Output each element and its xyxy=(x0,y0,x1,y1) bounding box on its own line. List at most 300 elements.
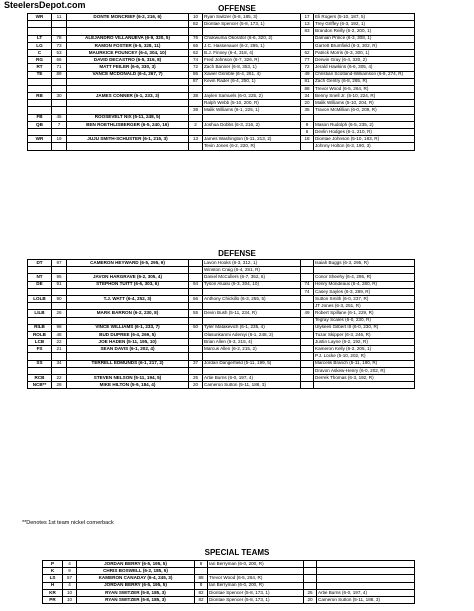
position-cell: TE xyxy=(28,71,52,78)
site-name: SteelersDepot.com xyxy=(4,0,86,10)
third-number-cell xyxy=(304,561,317,568)
offense-title: OFFENSE xyxy=(218,4,256,13)
second-name-cell: Ian Berryman (6-0, 200, R) xyxy=(208,561,304,568)
starter-number-cell xyxy=(52,100,67,107)
second-number-cell xyxy=(189,100,203,107)
second-name-cell: Tyson Alualu (6-3, 304, 10) xyxy=(203,281,301,288)
position-cell: K xyxy=(43,568,63,575)
position-cell: FS xyxy=(28,346,52,353)
third-number-cell xyxy=(304,582,317,589)
second-name-cell: Tyler Matakevich (6-1, 235, 4) xyxy=(203,324,301,331)
starter-name-cell: BEN ROETHLISBERGER (6-5, 240, 16) xyxy=(67,121,189,128)
starter-name-cell: MAURKICE POUNCEY (6-4, 304, 10) xyxy=(67,49,189,56)
third-number-cell xyxy=(301,35,314,42)
second-number-cell xyxy=(189,288,203,295)
third-number-cell xyxy=(301,143,314,150)
position-cell xyxy=(28,100,52,107)
position-cell: RT xyxy=(28,64,52,71)
depth-row xyxy=(43,596,415,603)
depth-row xyxy=(28,21,415,28)
starter-number-cell xyxy=(52,143,67,150)
starter-name-cell: JAMES CONNER (6-1, 233, 3) xyxy=(67,93,189,100)
third-number-cell xyxy=(301,324,314,331)
starter-name-cell: TERRELL EDMUNDS (6-1, 217, 2) xyxy=(67,360,189,367)
second-name-cell: B.J. Finney (6-4, 318, 4) xyxy=(203,49,301,56)
position-cell: RILB xyxy=(28,324,52,331)
second-number-cell: 10 xyxy=(189,14,203,21)
depth-row xyxy=(43,568,415,575)
offense-depth-chart xyxy=(27,13,415,151)
starter-number-cell: 4 xyxy=(63,561,77,568)
third-name-cell xyxy=(317,568,415,575)
depth-row xyxy=(43,589,415,596)
second-name-cell xyxy=(203,129,301,136)
depth-row xyxy=(43,575,415,582)
third-name-cell: Malik Williams (5-10, 204, R) xyxy=(314,100,415,107)
second-number-cell xyxy=(189,267,203,274)
starter-name-cell xyxy=(67,100,189,107)
depth-row xyxy=(28,288,415,295)
second-name-cell: Malik Williams (6-1, 225, 1) xyxy=(203,107,301,114)
second-name-cell: Marcus Allen (6-2, 215, 2) xyxy=(203,346,301,353)
third-number-cell: 17 xyxy=(301,14,314,21)
third-name-cell: Trey Griffey (6-3, 192, 1) xyxy=(314,21,415,28)
position-cell: LG xyxy=(28,42,52,49)
starter-name-cell: JORDAN BERRY (6-5, 195, 5) xyxy=(77,582,195,589)
starter-number-cell xyxy=(52,21,67,28)
depth-row xyxy=(28,85,415,92)
third-number-cell xyxy=(301,295,314,302)
starter-number-cell xyxy=(52,107,67,114)
third-number-cell xyxy=(301,346,314,353)
depth-row xyxy=(43,582,415,589)
starter-name-cell xyxy=(67,85,189,92)
third-name-cell: Jerald Hawkins (6-6, 305, 4) xyxy=(314,64,415,71)
starter-name-cell: JUJU SMITH-SCHUSTER (6-1, 215, 3) xyxy=(67,136,189,143)
starter-name-cell: KAMERON CANADAY (6-4, 245, 3) xyxy=(77,575,195,582)
third-name-cell: Devlin Hodges (6-1, 210, R) xyxy=(314,129,415,136)
second-name-cell xyxy=(203,367,301,374)
position-cell xyxy=(28,78,52,85)
second-name-cell: Tevin Jones (6-2, 220, R) xyxy=(203,143,301,150)
second-number-cell xyxy=(189,114,203,121)
second-number-cell xyxy=(189,339,203,346)
third-name-cell xyxy=(314,114,415,121)
starter-name-cell: T.J. WATT (6-4, 252, 3) xyxy=(67,295,189,302)
special-teams-title: SPECIAL TEAMS xyxy=(204,548,270,557)
starter-name-cell: MARK BARRON (6-2, 230, 8) xyxy=(67,310,189,317)
third-name-cell: Garrett Brumfield (6-3, 302, R) xyxy=(314,42,415,49)
starter-number-cell: 9 xyxy=(63,568,77,575)
position-cell: WR xyxy=(28,136,52,143)
starter-name-cell xyxy=(67,288,189,295)
second-number-cell xyxy=(189,28,203,35)
third-name-cell: Travon McMillian (6-0, 209, R) xyxy=(314,107,415,114)
starter-name-cell xyxy=(67,317,189,324)
second-number-cell xyxy=(195,568,208,575)
third-number-cell: 34 xyxy=(301,93,314,100)
starter-number-cell: 34 xyxy=(52,360,67,367)
starter-name-cell xyxy=(67,78,189,85)
second-number-cell: 2 xyxy=(189,121,203,128)
third-name-cell: Marcelis Branch (5-11, 190, R) xyxy=(314,360,415,367)
starter-name-cell: VINCE WILLIAMS (6-1, 233, 7) xyxy=(67,324,189,331)
starter-name-cell xyxy=(67,107,189,114)
depth-row xyxy=(28,360,415,367)
starter-name-cell: MATT FEILER (6-6, 330, 3) xyxy=(67,64,189,71)
starter-name-cell: RAMON FOSTER (6-5, 328, 11) xyxy=(67,42,189,49)
third-number-cell xyxy=(304,568,317,575)
depth-row xyxy=(28,260,415,267)
second-name-cell: Cameron Sutton (5-11, 188, 3) xyxy=(203,382,301,389)
second-name-cell: James Washington (5-11, 213, 2) xyxy=(203,136,301,143)
second-name-cell: Diontae Spencer (5-8, 173, 1) xyxy=(203,21,301,28)
third-name-cell xyxy=(314,267,415,274)
starter-number-cell xyxy=(52,367,67,374)
third-number-cell xyxy=(301,303,314,310)
position-cell: C xyxy=(28,49,52,56)
starter-name-cell: STEPHON TUITT (6-6, 303, 6) xyxy=(67,281,189,288)
second-number-cell: 76 xyxy=(189,35,203,42)
second-number-cell: 88 xyxy=(195,575,208,582)
second-name-cell xyxy=(203,85,301,92)
starter-number-cell: 45 xyxy=(52,114,67,121)
position-cell: NT xyxy=(28,274,52,281)
second-number-cell: 13 xyxy=(189,136,203,143)
third-name-cell: Diontae Johnson (5-10, 183, R) xyxy=(314,136,415,143)
nickel-note: **Denotes 1st team nickel cornerback xyxy=(22,520,114,526)
third-name-cell: Kameron Kelly (6-2, 205, 1) xyxy=(314,346,415,353)
second-number-cell xyxy=(189,260,203,267)
third-number-cell: 13 xyxy=(301,21,314,28)
starter-number-cell xyxy=(52,317,67,324)
third-number-cell xyxy=(301,339,314,346)
position-cell xyxy=(28,367,52,374)
position-cell: FB xyxy=(28,114,52,121)
position-cell: LCB xyxy=(28,339,52,346)
position-cell: PR xyxy=(43,596,63,603)
starter-name-cell: CHRIS BOSWELL (6-2, 185, 5) xyxy=(77,568,195,575)
second-number-cell: 37 xyxy=(189,360,203,367)
position-cell xyxy=(28,143,52,150)
third-number-cell: 18 xyxy=(301,136,314,143)
depth-row xyxy=(28,71,415,78)
third-number-cell xyxy=(301,382,314,389)
starter-number-cell: 48 xyxy=(52,331,67,338)
third-name-cell xyxy=(317,575,415,582)
position-cell xyxy=(28,303,52,310)
third-number-cell xyxy=(301,317,314,324)
starter-name-cell: ROOSEVELT NIX (5-11, 248, 5) xyxy=(67,114,189,121)
starter-number-cell: 78 xyxy=(52,35,67,42)
depth-row xyxy=(28,331,415,338)
depth-row xyxy=(28,57,415,64)
depth-row xyxy=(28,339,415,346)
second-name-cell xyxy=(203,353,301,360)
third-number-cell: 25 xyxy=(304,589,317,596)
second-name-cell: Devin Bush (5-11, 234, R) xyxy=(203,310,301,317)
starter-number-cell xyxy=(52,78,67,85)
third-number-cell xyxy=(304,575,317,582)
second-number-cell: 38 xyxy=(189,93,203,100)
depth-row xyxy=(28,100,415,107)
depth-row xyxy=(28,129,415,136)
second-number-cell: 82 xyxy=(195,589,208,596)
second-number-cell: 94 xyxy=(189,281,203,288)
third-number-cell: 74 xyxy=(301,288,314,295)
depth-row xyxy=(28,35,415,42)
position-cell: LS xyxy=(43,575,63,582)
position-cell: LT xyxy=(28,35,52,42)
depth-row xyxy=(28,49,415,56)
third-number-cell xyxy=(301,114,314,121)
third-name-cell: Dravon Askew-Henry (6-0, 202, R) xyxy=(314,367,415,374)
third-number-cell: 88 xyxy=(301,85,314,92)
starter-name-cell: MIKE HILTON (5-9, 184, 4) xyxy=(67,382,189,389)
third-number-cell xyxy=(301,42,314,49)
starter-number-cell: 66 xyxy=(52,57,67,64)
depth-row xyxy=(28,42,415,49)
starter-number-cell: 71 xyxy=(52,64,67,71)
third-number-cell: 83 xyxy=(301,28,314,35)
starter-number-cell xyxy=(52,288,67,295)
second-name-cell: Olasunkanmi Adeniyi (6-1, 248, 2) xyxy=(203,331,301,338)
third-name-cell xyxy=(314,382,415,389)
third-number-cell xyxy=(301,274,314,281)
second-number-cell: 86 xyxy=(189,71,203,78)
position-cell: LILB xyxy=(28,310,52,317)
starter-number-cell: 11 xyxy=(52,14,67,21)
third-number-cell: 81 xyxy=(301,78,314,85)
starter-name-cell: RYAN SWITZER (5-8, 185, 3) xyxy=(77,596,195,603)
second-number-cell xyxy=(189,353,203,360)
third-number-cell: 74 xyxy=(301,281,314,288)
starter-name-cell: JAVON HARGRAVE (6-2, 305, 4) xyxy=(67,274,189,281)
second-number-cell xyxy=(189,303,203,310)
position-cell: LOLB xyxy=(28,295,52,302)
position-cell: ROLB xyxy=(28,331,52,338)
second-name-cell xyxy=(203,317,301,324)
starter-name-cell: STEVEN NELSON (5-11, 194, 5) xyxy=(67,375,189,382)
depth-row xyxy=(28,382,415,389)
second-name-cell: Ian Berryman (6-0, 200, R) xyxy=(208,582,304,589)
position-cell: NCB** xyxy=(28,382,52,389)
starter-name-cell: VANCE MCDONALD (6-4, 267, 7) xyxy=(67,71,189,78)
starter-name-cell: SEAN DAVIS (6-1, 202, 4) xyxy=(67,346,189,353)
starter-name-cell xyxy=(67,129,189,136)
second-number-cell: 74 xyxy=(189,57,203,64)
depth-row xyxy=(28,375,415,382)
second-number-cell xyxy=(189,346,203,353)
starter-number-cell: 91 xyxy=(52,281,67,288)
second-name-cell xyxy=(203,28,301,35)
second-number-cell: 50 xyxy=(189,324,203,331)
starter-number-cell: 30 xyxy=(52,93,67,100)
second-name-cell: Artie Burns (6-0, 197, 4) xyxy=(203,375,301,382)
position-cell xyxy=(28,85,52,92)
third-number-cell xyxy=(301,353,314,360)
third-name-cell: Mason Rudolph (6-5, 235, 2) xyxy=(314,121,415,128)
starter-number-cell: 89 xyxy=(52,71,67,78)
depth-row xyxy=(28,114,415,121)
second-name-cell: Kevin Rader (6-4, 250, 1) xyxy=(203,78,301,85)
starter-number-cell xyxy=(52,85,67,92)
second-name-cell xyxy=(208,568,304,575)
starter-number-cell: 90 xyxy=(52,295,67,302)
third-name-cell: Christian Scotland-Williamson (6-9, 274, R) xyxy=(314,71,415,78)
second-number-cell xyxy=(189,129,203,136)
third-name-cell xyxy=(317,561,415,568)
second-number-cell: 62 xyxy=(189,49,203,56)
starter-name-cell xyxy=(67,303,189,310)
defense-depth-chart xyxy=(27,259,415,389)
second-number-cell: 82 xyxy=(189,21,203,28)
second-name-cell xyxy=(203,114,301,121)
starter-name-cell xyxy=(67,353,189,360)
second-number-cell: 8 xyxy=(195,582,208,589)
second-number-cell xyxy=(189,85,203,92)
position-cell: H xyxy=(43,582,63,589)
third-number-cell: 20 xyxy=(301,100,314,107)
position-cell: RCB xyxy=(28,375,52,382)
third-name-cell xyxy=(317,582,415,589)
starter-number-cell: 19 xyxy=(52,136,67,143)
depth-row xyxy=(28,310,415,317)
position-cell: QB xyxy=(28,121,52,128)
second-name-cell: Diontae Spencer (5-8, 173, 1) xyxy=(208,589,304,596)
second-name-cell xyxy=(203,303,301,310)
position-cell: RB xyxy=(28,93,52,100)
starter-number-cell: 28 xyxy=(52,382,67,389)
third-number-cell: 9 xyxy=(301,121,314,128)
third-name-cell: Tuzar Skipper (6-3, 246, R) xyxy=(314,331,415,338)
second-number-cell xyxy=(189,143,203,150)
starter-number-cell xyxy=(52,303,67,310)
second-name-cell: Fred Johnson (6-7, 326, R) xyxy=(203,57,301,64)
second-name-cell: Diontae Spencer (5-8, 173, 1) xyxy=(208,596,304,603)
depth-row xyxy=(28,267,415,274)
second-number-cell xyxy=(189,367,203,374)
second-name-cell: Trevor Wood (6-5, 264, R) xyxy=(208,575,304,582)
starter-number-cell: 10 xyxy=(63,589,77,596)
third-number-cell xyxy=(301,367,314,374)
second-name-cell: Ralph Webb (5-10, 200, R) xyxy=(203,100,301,107)
depth-row xyxy=(28,295,415,302)
depth-row xyxy=(28,317,415,324)
second-name-cell: Xavier Grimble (6-4, 261, 4) xyxy=(203,71,301,78)
special-teams-depth-chart xyxy=(42,560,415,604)
third-name-cell: Zach Gentry (6-8, 265, R) xyxy=(314,78,415,85)
third-number-cell: 6 xyxy=(301,129,314,136)
depth-row xyxy=(43,561,415,568)
third-name-cell: JT Jones (6-3, 251, R) xyxy=(314,303,415,310)
third-name-cell: Conor Sheehy (6-4, 295, R) xyxy=(314,274,415,281)
third-name-cell: Benny Snell Jr. (5-10, 224, R) xyxy=(314,93,415,100)
third-name-cell: Henry Mondeaux (6-4, 280, R) xyxy=(314,281,415,288)
starter-number-cell: 10 xyxy=(63,596,77,603)
starter-number-cell: 7 xyxy=(52,121,67,128)
starter-number-cell: 97 xyxy=(52,260,67,267)
depth-row xyxy=(28,367,415,374)
position-cell: RG xyxy=(28,57,52,64)
position-cell xyxy=(28,267,52,274)
starter-number-cell: 98 xyxy=(52,324,67,331)
position-cell xyxy=(28,317,52,324)
third-name-cell: Robert Spillane (6-1, 229, R) xyxy=(314,310,415,317)
third-name-cell: Cameron Sutton (5-11, 188, 3) xyxy=(317,596,415,603)
second-number-cell: 20 xyxy=(189,382,203,389)
second-name-cell: Chukwuma Okorafor (6-6, 320, 2) xyxy=(203,35,301,42)
second-name-cell: Jordan Dangerfield (5-11, 199, 5) xyxy=(203,360,301,367)
starter-number-cell xyxy=(52,267,67,274)
second-number-cell xyxy=(189,331,203,338)
third-number-cell xyxy=(301,331,314,338)
second-name-cell: Brian Allen (6-3, 215, 4) xyxy=(203,339,301,346)
third-name-cell: Eli Rogers (5-10, 187, 5) xyxy=(314,14,415,21)
third-name-cell: Trevor Wood (6-5, 264, R) xyxy=(314,85,415,92)
third-name-cell: Casey Sayles (6-3, 289, R) xyxy=(314,288,415,295)
second-number-cell: 8 xyxy=(195,561,208,568)
second-number-cell xyxy=(189,274,203,281)
second-name-cell: J.C. Hassenauer (6-2, 295, 1) xyxy=(203,42,301,49)
depth-row xyxy=(28,303,415,310)
depth-row xyxy=(28,281,415,288)
second-number-cell: 72 xyxy=(189,64,203,71)
position-cell xyxy=(28,288,52,295)
position-cell xyxy=(28,353,52,360)
starter-name-cell xyxy=(67,367,189,374)
starter-number-cell: 73 xyxy=(52,42,67,49)
depth-row xyxy=(28,324,415,331)
position-cell: DE xyxy=(28,281,52,288)
starter-name-cell: JORDAN BERRY (6-5, 195, 5) xyxy=(77,561,195,568)
position-cell xyxy=(28,28,52,35)
third-name-cell: Tegray Scales (6-0, 230, R) xyxy=(314,317,415,324)
third-number-cell: 72 xyxy=(301,64,314,71)
second-number-cell: 82 xyxy=(195,596,208,603)
position-cell xyxy=(28,21,52,28)
depth-row xyxy=(28,136,415,143)
defense-title: DEFENSE xyxy=(218,249,256,258)
third-name-cell: Brandon Reilly (6-2, 200, 1) xyxy=(314,28,415,35)
starter-name-cell xyxy=(67,21,189,28)
starter-name-cell xyxy=(67,267,189,274)
position-cell: DT xyxy=(28,260,52,267)
depth-row xyxy=(28,14,415,21)
starter-name-cell: DAVID DECASTRO (6-5, 316, 8) xyxy=(67,57,189,64)
starter-number-cell xyxy=(52,353,67,360)
depth-row xyxy=(28,143,415,150)
third-number-cell: 49 xyxy=(301,71,314,78)
third-name-cell: Justin Layne (6-2, 192, R) xyxy=(314,339,415,346)
starter-number-cell: 53 xyxy=(52,49,67,56)
second-number-cell xyxy=(189,317,203,324)
third-name-cell: Isaiah Buggs (6-3, 295, R) xyxy=(314,260,415,267)
third-number-cell: 20 xyxy=(304,596,317,603)
second-name-cell: Joshua Dobbs (6-3, 216, 2) xyxy=(203,121,301,128)
second-number-cell: 55 xyxy=(189,310,203,317)
position-cell xyxy=(28,107,52,114)
starter-name-cell: ALEJANDRO VILLANUEVA (6-9, 320, 5) xyxy=(67,35,189,42)
third-number-cell: 49 xyxy=(301,310,314,317)
second-name-cell: Anthony Chickillo (6-3, 255, 5) xyxy=(203,295,301,302)
third-name-cell: Sutton Smith (6-0, 237, R) xyxy=(314,295,415,302)
third-number-cell: 62 xyxy=(301,49,314,56)
depth-row xyxy=(28,121,415,128)
depth-row xyxy=(28,64,415,71)
depth-row xyxy=(28,107,415,114)
starter-number-cell: 95 xyxy=(52,274,67,281)
